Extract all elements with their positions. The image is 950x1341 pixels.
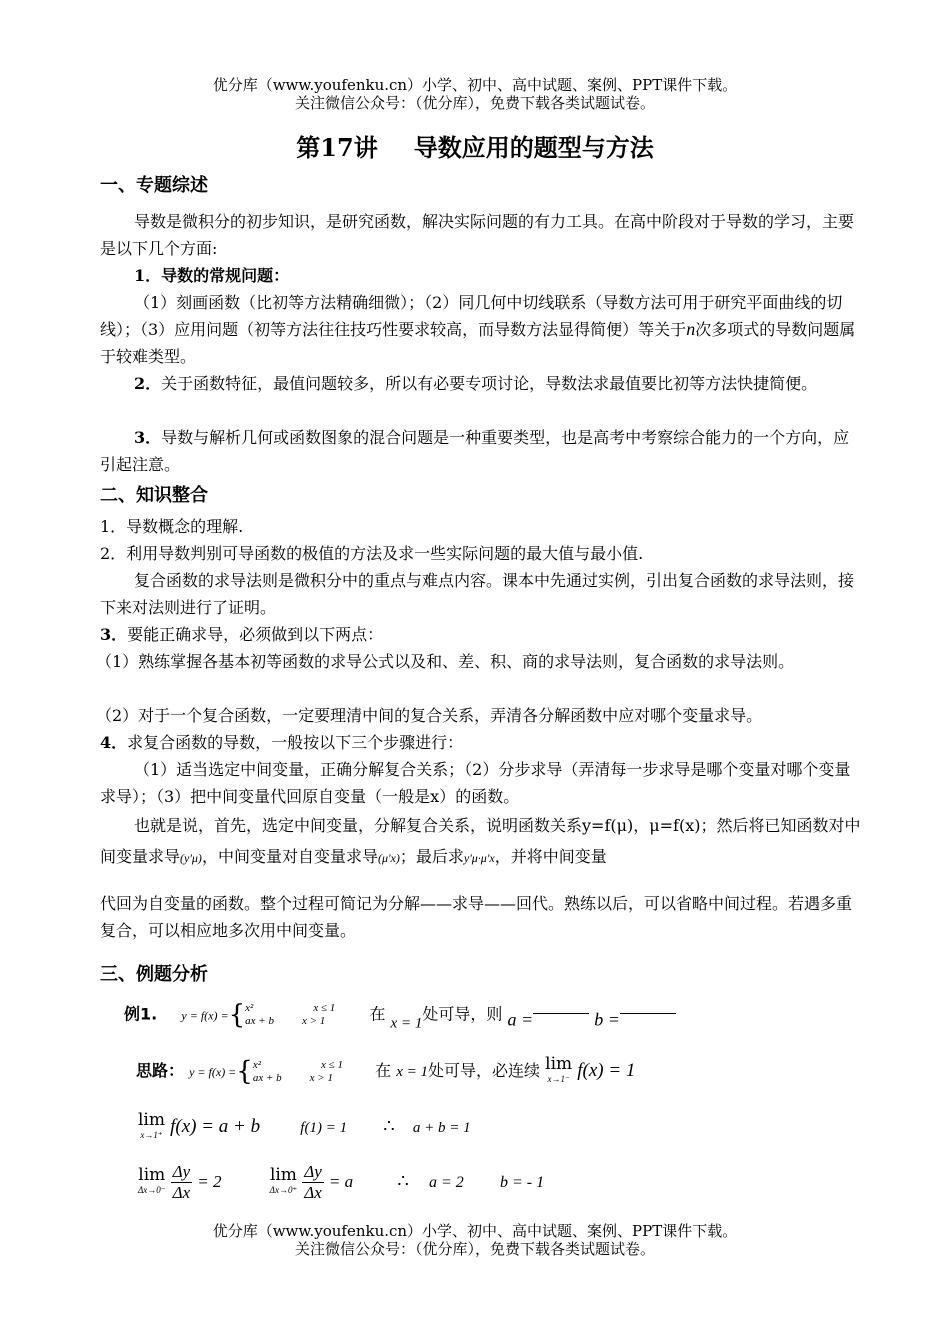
derivative-limit-left: lim Δx→0⁻ — [138, 1165, 166, 1195]
answer-blank-b — [620, 1013, 676, 1014]
idea-line3 — [138, 1162, 544, 1203]
section2-line2: 2．利用导数判别可导函数的极值的方法及求一些实际问题的最大值与最小值. — [100, 544, 644, 563]
right-derivative-value: = a — [328, 1172, 354, 1191]
brace-symbol: { — [236, 1056, 253, 1087]
example1-at: 在 — [369, 1004, 386, 1024]
section2-heading: 二、知识整合 — [100, 485, 208, 506]
section2-line8: （1）适当选定中间变量，正确分解复合关系；（2）分步求导（弄清每一步求导是哪个变量对哪个变量求导）；（3）把中间变量代回原自变量（一般是x）的函数。 — [100, 760, 851, 806]
difference-quotient: $\frac{\Delta y}{\Delta x}$ — [304, 1162, 322, 1202]
section2-line7: 4．求复合函数的导数，一般按以下三个步骤进行： — [100, 733, 464, 752]
idea-fx: y = f(x) = — [189, 1065, 237, 1079]
idea-text: 处可导，必连续 — [428, 1061, 541, 1080]
limit-left-value: f(x) = 1 — [577, 1060, 636, 1081]
limit-left: lim x→1⁻ — [545, 1054, 573, 1084]
example1-a: a = — [507, 1009, 534, 1030]
a-plus-b: a + b = 1 — [412, 1120, 471, 1136]
section2-line4: 3．要能正确求导，必须做到以下两点： — [100, 625, 384, 644]
derivative-limit-right: lim Δx→0⁺ — [269, 1165, 298, 1195]
section1-item1-text: （1）刻画函数（比初等方法精确细微）；（2）同几何中切线联系（导数方法可用于研究平面曲线的切线）；（3）应用问题（初等方法往往技巧性要求较高，而导数方法显得简便）等关于n次多项式的导数问题属于较难类型。 — [100, 293, 856, 366]
section1-item2: 2．关于函数特征，最值问题较多，所以有必要专项讨论，导数法求最值要比初等方法快捷简便。 — [134, 374, 818, 393]
lecture-number: 第17讲 — [296, 133, 378, 162]
section2-line9: 也就是说，首先，选定中间变量，分解复合关系，说明函数关系y=f(μ)，μ=f(x)；然后将已知函数对中间变量求导(y'μ)，中间变量对自变量求导(μ'x)；最后求y'μ·μ'x，并将中间变量 — [100, 816, 861, 866]
therefore-symbol: ∴ — [397, 1171, 409, 1192]
example1-statement — [124, 1000, 676, 1033]
idea-x1: x = 1 — [396, 1064, 429, 1080]
a-value: a = 2 — [428, 1174, 464, 1191]
site-header-line1: 优分库（www.youfenku.cn）小学、初中、高中试题、案例、PPT课件下载。 — [212, 76, 738, 94]
section2-line6: （2）对于一个复合函数，一定要理清中间的复合关系，弄清各分解函数中应对哪个变量求导。 — [96, 706, 763, 725]
lecture-name: 导数应用的题型与方法 — [413, 133, 654, 162]
section2-line1: 1．导数概念的理解. — [100, 517, 244, 536]
piecewise-function: x² x ≤ 1 ax + b x > 1 — [252, 1058, 343, 1084]
example1-x1: x = 1 — [390, 1015, 423, 1032]
example1-b: b = — [594, 1009, 620, 1030]
example1-label: 例1. — [124, 1004, 158, 1024]
b-value: b = - 1 — [499, 1174, 545, 1191]
example1-text: 处可导，则 — [422, 1004, 503, 1024]
section2-line5: （1）熟练掌握各基本初等函数的求导公式以及和、差、积、商的求导法则，复合函数的求导法则。 — [96, 652, 795, 671]
site-footer-line2: 关注微信公众号：（优分库），免费下载各类试题试卷。 — [294, 1240, 655, 1258]
limit-right: lim x→1⁺ — [138, 1110, 165, 1140]
section1-heading: 一、专题综述 — [100, 175, 208, 196]
idea-line2 — [138, 1112, 471, 1143]
difference-quotient: $\frac{\Delta y}{\Delta x}$ — [172, 1162, 191, 1202]
section2-line3: 复合函数的求导法则是微积分中的重点与难点内容。课本中先通过实例，引出复合函数的求导法则，接下来对法则进行了证明。 — [100, 571, 855, 617]
piecewise-function: x² x ≤ 1 ax + b x > 1 — [245, 1002, 336, 1027]
lecture-title — [0, 128, 950, 163]
idea-line1 — [136, 1056, 635, 1087]
therefore-symbol: ∴ — [383, 1116, 395, 1137]
section3-heading: 三、例题分析 — [100, 964, 208, 985]
example1-fx: y = f(x) = — [181, 1008, 229, 1023]
left-derivative-value: = 2 — [197, 1172, 222, 1191]
answer-blank-a — [533, 1013, 589, 1014]
idea-label: 思路： — [136, 1061, 185, 1080]
limit-right-value: f(x) = a + b — [170, 1116, 261, 1137]
f-at-one: f(1) = 1 — [300, 1120, 348, 1136]
idea-at: 在 — [375, 1061, 392, 1080]
section2-line10: 代回为自变量的函数。整个过程可简记为分解——求导——回代。熟练以后，可以省略中间过程。若遇多重复合，可以相应地多次用中间变量。 — [100, 894, 853, 940]
section1-intro: 导数是微积分的初步知识，是研究函数，解决实际问题的有力工具。在高中阶段对于导数的学习，主要是以下几个方面: — [100, 212, 855, 258]
site-footer-line1: 优分库（www.youfenku.cn）小学、初中、高中试题、案例、PPT课件下载。 — [212, 1222, 738, 1240]
section1-item1-label: 1．导数的常规问题： — [134, 266, 290, 285]
site-header-line2: 关注微信公众号：（优分库），免费下载各类试题试卷。 — [294, 94, 655, 112]
section1-item3: 3．导数与解析几何或函数图象的混合问题是一种重要类型，也是高考中考察综合能力的一个方向，应引起注意。 — [100, 428, 850, 474]
brace-symbol: { — [228, 1000, 246, 1030]
